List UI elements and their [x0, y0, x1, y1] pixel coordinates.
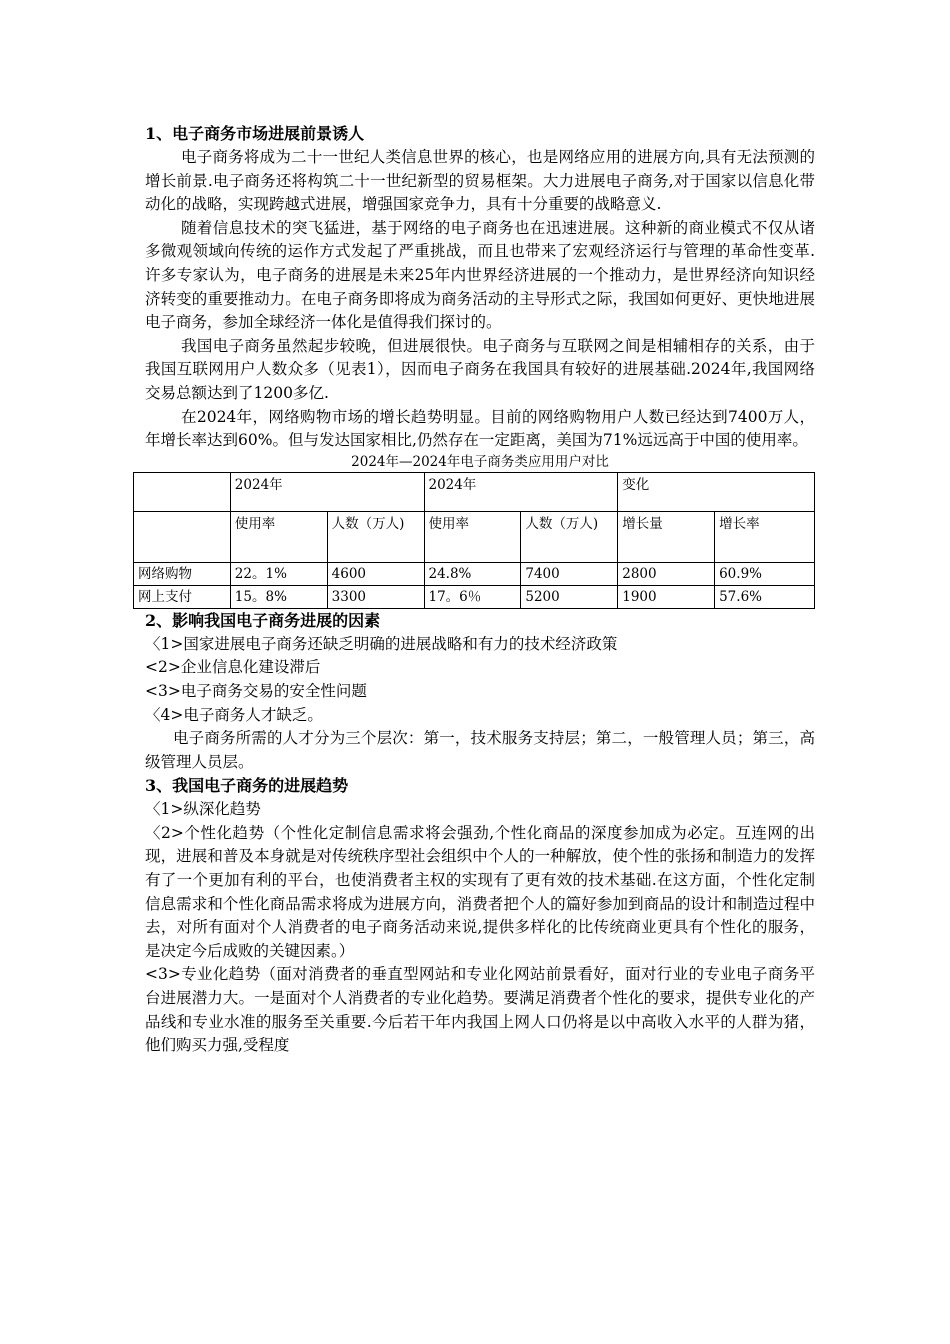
table-header-cell: 人数（万人) — [521, 511, 618, 562]
table-cell: 22。1% — [230, 562, 327, 585]
table-cell: 网络购物 — [134, 562, 231, 585]
section-heading-1: 1、电子商务市场进展前景诱人 — [145, 124, 365, 143]
table-header-cell: 使用率 — [424, 511, 521, 562]
table-row — [134, 562, 815, 585]
table-cell: 7400 — [521, 562, 618, 585]
list-item: <3>电子商务交易的安全性问题 — [145, 681, 367, 700]
table-header-cell: 2024年 — [230, 472, 424, 511]
table-header-row — [134, 472, 815, 511]
table-cell: 1900 — [618, 585, 715, 608]
paragraph: <3>专业化趋势（面对消费者的垂直型网站和专业化网站前景看好，面对行业的专业电子商务平台进展潜力大。一是面对个人消费者的专业化趋势。要满足消费者个性化的要求，提供专业化的产品线和专业水准的服务至关重要.今后若干年内我国上网人口仍将是以中高收入水平的人群为猪，他们购买力强,受程度 — [145, 965, 815, 1055]
paragraph: 电子商务将成为二十一世纪人类信息世界的核心，也是网络应用的进展方向,具有无法预测的增长前景.电子商务还将构筑二十一世纪新型的贸易框架。大力进展电子商务,对于国家以信息化带动化的战略，实现跨越式进展，增强国家竞争力，具有十分重要的战略意义. — [145, 148, 815, 214]
table-header-cell: 变化 — [618, 472, 815, 511]
list-item: 〈1>纵深化趋势 — [145, 800, 261, 819]
list-item: 〈1>国家进展电子商务还缺乏明确的进展战略和有力的技术经济政策 — [145, 634, 618, 653]
table-cell: 57.6% — [715, 585, 815, 608]
table-cell: 24.8% — [424, 562, 521, 585]
paragraph: 电子商务所需的人才分为三个层次：第一，技术服务支持层；第二，一般管理人员；第三，高级管理人员层。 — [145, 729, 815, 771]
usage-comparison-table — [133, 472, 815, 609]
table-header-cell: 使用率 — [230, 511, 327, 562]
paragraph: 在2024年，网络购物市场的增长趋势明显。目前的网络购物用户人数已经达到7400万人，年增长率达到60%。但与发达国家相比,仍然存在一定距离，美国为71%远远高于中国的使用率。 — [145, 407, 815, 450]
table-header-cell: 2024年 — [424, 472, 618, 511]
section-heading-2: 2、影响我国电子商务进展的因素 — [145, 610, 381, 630]
table-header-cell: 人数（万人) — [327, 511, 424, 562]
table-row — [134, 585, 815, 608]
table-cell: 4600 — [327, 562, 424, 585]
paragraph: 随着信息技术的突飞猛进，基于网络的电子商务也在迅速进展。这种新的商业模式不仅从诸多微观领域向传统的运作方式发起了严重挑战，而且也带来了宏观经济运行与管理的革命性变革.许多专家认为，电子商务的进展是未来25年内世界经济进展的一个推动力，是世界经济向知识经济转变的重要推动力。在电子商务即将成为商务活动的主导形式之际，我国如何更好、更快地进展电子商务，参加全球经济一体化是值得我们探讨的。 — [145, 218, 815, 332]
table-cell — [134, 472, 231, 511]
paragraph: 〈2>个性化趋势（个性化定制信息需求将会强劲,个性化商品的深度参加成为必定。互连网的出现，进展和普及本身就是对传统秩序型社会组织中个人的一种解放，使个性的张扬和制造力的发挥有了一个更加有利的平台，也使消费者主权的实现有了更有效的技术基础.在这方面，个性化定制信息需求和个性化商品需求将成为进展方向，消费者把个人的篇好参加到商品的设计和制造过程中去，对所有面对个人消费者的电子商务活动来说,提供多样化的比传统商业更具有个性化的服务，是决定今后成败的关键因素。） — [145, 823, 815, 960]
table-header-cell: 增长量 — [618, 511, 715, 562]
table-cell: 15。8% — [230, 585, 327, 608]
table-cell: 网上支付 — [134, 585, 231, 608]
document-page — [138, 122, 815, 1058]
table-cell: 2800 — [618, 562, 715, 585]
paragraph: 我国电子商务虽然起步较晚，但进展很快。电子商务与互联网之间是相辅相存的关系，由于我国互联网用户人数众多（见表1），因而电子商务在我国具有较好的进展基础.2024年,我国网络交易总额达到了1200多亿. — [145, 336, 815, 402]
section-heading-3: 3、我国电子商务的进展趋势 — [145, 776, 349, 796]
table-caption: 2024年—2024年电子商务类应用用户对比 — [351, 453, 609, 470]
table-cell: 3300 — [327, 585, 424, 608]
list-item: 〈4>电子商务人才缺乏。 — [145, 705, 323, 724]
table-subheader-row — [134, 511, 815, 562]
list-item: <2>企业信息化建设滞后 — [145, 658, 321, 677]
table-cell: 60.9% — [715, 562, 815, 585]
table-cell: 5200 — [521, 585, 618, 608]
table-cell: 17。6％ — [424, 585, 521, 608]
table-cell — [134, 511, 231, 562]
table-header-cell: 增长率 — [715, 511, 815, 562]
